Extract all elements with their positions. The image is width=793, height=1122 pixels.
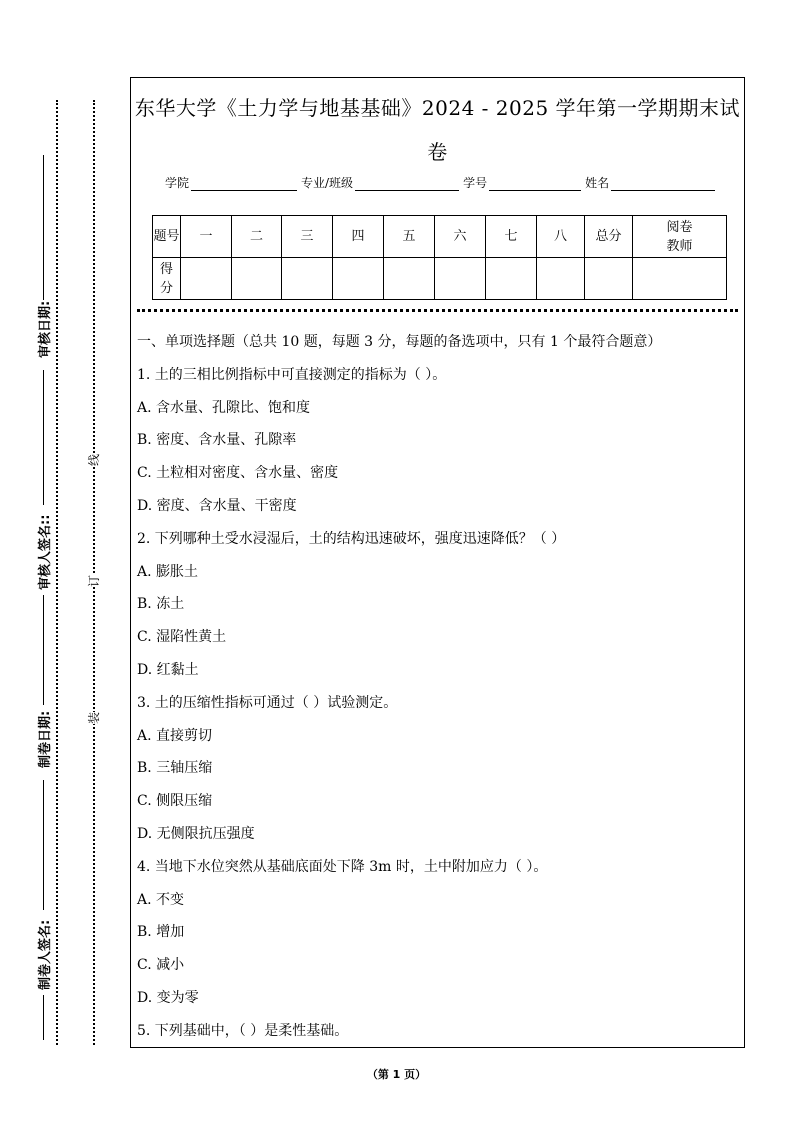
dotted-cut-line-inner: [93, 100, 95, 1045]
score-header-cell: 总分: [585, 216, 633, 258]
score-header-cell: 四: [333, 216, 384, 258]
student-info: [165, 174, 719, 191]
score-cell[interactable]: [181, 258, 232, 300]
score-cell[interactable]: [585, 258, 633, 300]
score-cell[interactable]: [232, 258, 282, 300]
field-id-blank[interactable]: [489, 178, 581, 191]
option-b: B. 增加: [137, 924, 185, 941]
score-row-label: 得分: [153, 258, 181, 300]
score-header-cell: 七: [486, 216, 537, 258]
title-line-1: 东华大学《土力学与地基基础》2024 - 2025 学年第一学期期末试: [134, 96, 741, 120]
question-stem: 1. 土的三相比例指标中可直接测定的指标为（ ）。: [137, 366, 447, 383]
score-header-cell: 五: [384, 216, 435, 258]
header-separator: [137, 309, 738, 312]
section-heading: 一、单项选择题（总共 10 题，每题 3 分，每题的备选项中，只有 1 个最符合题意）: [137, 334, 662, 350]
score-cell[interactable]: [486, 258, 537, 300]
dotted-cut-line-outer: [56, 100, 58, 1045]
title-line-2: 卷: [427, 140, 448, 164]
option-c: C. 侧限压缩: [137, 793, 213, 810]
prepare-date-label: 制卷日期:: [38, 710, 53, 768]
score-table: [152, 215, 727, 300]
field-college-blank[interactable]: [191, 178, 297, 191]
option-a: A. 膨胀土: [137, 563, 199, 580]
score-cell[interactable]: [633, 258, 727, 300]
option-c: C. 湿陷性黄土: [137, 629, 227, 646]
score-cell[interactable]: [537, 258, 585, 300]
score-header-cell: 八: [537, 216, 585, 258]
cut-mark-ding: 订: [87, 574, 102, 588]
field-name-blank[interactable]: [611, 178, 715, 191]
option-b: B. 冻土: [137, 596, 185, 613]
field-major-blank[interactable]: [355, 178, 459, 191]
option-a: A. 不变: [137, 891, 185, 908]
option-d: D. 无侧限抗压强度: [137, 825, 255, 842]
score-table-header-row: [153, 216, 727, 258]
score-header-cell: 阅卷教师: [633, 216, 727, 258]
option-b: B. 三轴压缩: [137, 760, 213, 777]
field-id-label: 学号: [463, 176, 488, 190]
option-d: D. 密度、含水量、干密度: [137, 497, 297, 514]
score-header-cell: 一: [181, 216, 232, 258]
cut-mark-xian: 线: [87, 453, 102, 467]
option-a: A. 含水量、孔隙比、饱和度: [137, 399, 311, 416]
score-header-cell: 题号: [153, 216, 181, 258]
page-number: （第 1 页）: [366, 1068, 427, 1081]
score-header-cell: 二: [232, 216, 282, 258]
score-cell[interactable]: [435, 258, 486, 300]
question-stem: 4. 当地下水位突然从基础底面处下降 3m 时，土中附加应力（ ）。: [137, 858, 548, 875]
reviewer-signature-label: 审核人签名::: [38, 514, 53, 590]
field-college-label: 学院: [165, 176, 190, 190]
option-a: A. 直接剪切: [137, 727, 213, 744]
cut-mark-zhuang: 装: [87, 711, 102, 725]
score-cell[interactable]: [282, 258, 333, 300]
preparer-signature-label: 制卷人签名:: [38, 919, 53, 990]
reviewer-signature-line: [43, 370, 44, 505]
review-date-label: 审核日期:: [38, 300, 53, 358]
exam-title: [131, 86, 744, 174]
score-header-cell: 六: [435, 216, 486, 258]
option-d: D. 红黏土: [137, 661, 199, 678]
score-header-cell: 三: [282, 216, 333, 258]
review-date-line: [43, 155, 44, 300]
score-cell[interactable]: [333, 258, 384, 300]
question-content: [137, 326, 737, 1048]
question-stem: 3. 土的压缩性指标可通过（ ）试验测定。: [137, 694, 398, 711]
preparer-signature-line: [43, 780, 44, 910]
score-cell[interactable]: [384, 258, 435, 300]
option-c: C. 减小: [137, 957, 185, 974]
field-name-label: 姓名: [585, 176, 610, 190]
question-stem: 2. 下列哪种土受水浸湿后，土的结构迅速破坏，强度迅速降低？（ ）: [137, 530, 566, 547]
option-c: C. 土粒相对密度、含水量、密度: [137, 465, 339, 482]
score-table-score-row: [153, 258, 727, 300]
margin-tail-line: [43, 995, 44, 1040]
field-major-label: 专业/班级: [301, 176, 354, 190]
question-stem: 5. 下列基础中，（ ）是柔性基础。: [137, 1022, 349, 1039]
option-b: B. 密度、含水量、孔隙率: [137, 432, 297, 449]
exam-frame: [130, 77, 745, 1048]
prepare-date-line: [43, 595, 44, 705]
option-d: D. 变为零: [137, 989, 199, 1006]
